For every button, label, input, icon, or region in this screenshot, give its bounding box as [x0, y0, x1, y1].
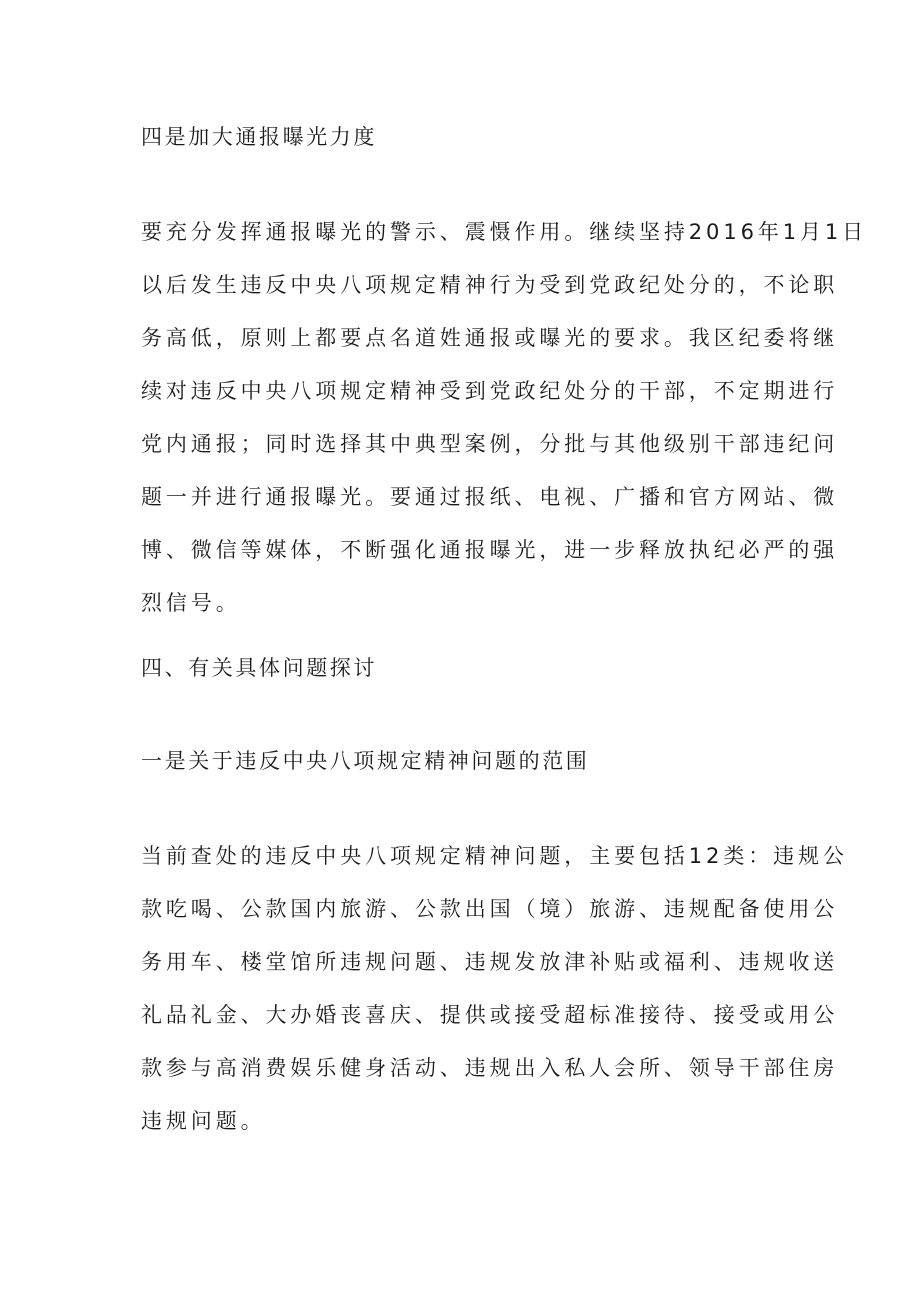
paragraph-line: 续对违反中央八项规定精神受到党政纪处分的干部，不定期进行 [141, 379, 839, 403]
paragraph-line: 博、微信等媒体，不断强化通报曝光，进一步释放执纪必严的强 [141, 538, 839, 562]
paragraph-line: 当前查处的违反中央八项规定精神问题，主要包括12类：违规公 [141, 844, 848, 868]
paragraph-line: 以后发生违反中央八项规定精神行为受到党政纪处分的，不论职 [141, 273, 839, 297]
paragraph-line: 违规问题。 [141, 1109, 266, 1133]
section-heading-issues: 四、有关具体问题探讨 [141, 656, 377, 680]
paragraph-line: 题一并进行通报曝光。要通过报纸、电视、广播和官方网站、微 [141, 485, 839, 509]
paragraph-line: 务高低，原则上都要点名道姓通报或曝光的要求。我区纪委将继 [141, 326, 839, 350]
paragraph-line: 烈信号。 [141, 591, 241, 615]
paragraph-line: 党内通报；同时选择其中典型案例，分批与其他级别干部违纪问 [141, 432, 839, 456]
paragraph-line: 要充分发挥通报曝光的警示、震慑作用。继续坚持2016年1月1日 [141, 220, 868, 244]
paragraph-line: 款吃喝、公款国内旅游、公款出国（境）旅游、违规配备使用公 [141, 897, 839, 921]
paragraph-line: 款参与高消费娱乐健身活动、违规出入私人会所、领导干部住房 [141, 1056, 839, 1080]
paragraph-line: 礼品礼金、大办婚丧喜庆、提供或接受超标准接待、接受或用公 [141, 1003, 839, 1027]
paragraph-line: 务用车、楼堂馆所违规问题、违规发放津补贴或福利、违规收送 [141, 950, 839, 974]
subsection-heading-scope: 一是关于违反中央八项规定精神问题的范围 [141, 749, 590, 773]
section-heading-publicize: 四是加大通报曝光力度 [141, 125, 377, 149]
